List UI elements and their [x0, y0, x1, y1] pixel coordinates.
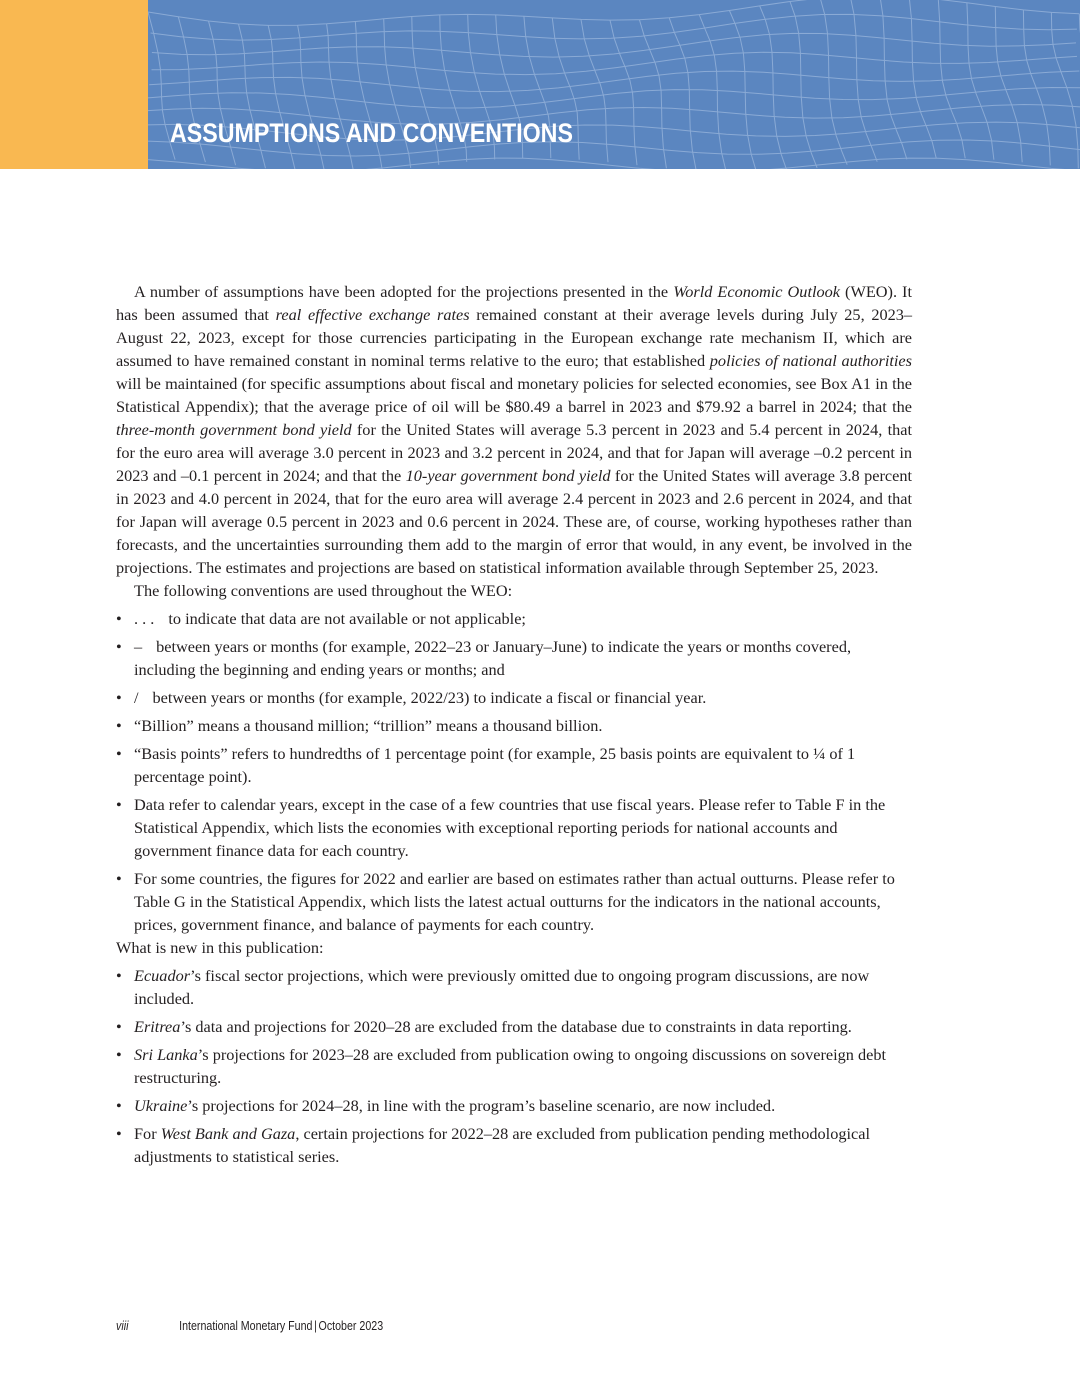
convention-text: For some countries, the figures for 2022 and earlier are based on estimates rather than actual outturns. Please refer to Table G in the Statistical Appendix, which lists the latest actual outturns for the indicators in the national accounts, prices, government finance, and balance of payments for each country.: [134, 869, 895, 934]
convention-item: [116, 714, 912, 737]
bullet-icon: •: [116, 637, 122, 656]
convention-item: [116, 867, 912, 936]
convention-item: [116, 686, 912, 709]
whats-new-item: [116, 1122, 912, 1168]
whats-new-heading: What is new in this publication:: [116, 938, 324, 957]
italic-term: three-month government bond yield: [116, 420, 352, 439]
convention-symbol: . . .: [134, 609, 155, 628]
italic-term: World Economic Outlook: [673, 282, 841, 301]
bullet-icon: •: [116, 716, 122, 735]
page-footer: [116, 1318, 383, 1333]
country-name: Eritrea: [134, 1017, 181, 1036]
text-run: (WEO). It has been assumed that: [116, 282, 912, 324]
convention-text: between years or months (for example, 2022–23 or January–June) to indicate the years or months covered, including the beginning and ending years or months; and: [134, 637, 852, 679]
footer-separator: |: [314, 1318, 317, 1333]
convention-text: to indicate that data are not available or not applicable;: [168, 609, 526, 628]
whats-new-item: [116, 1043, 912, 1089]
country-name: Ecuador: [134, 966, 191, 985]
main-content: [116, 280, 912, 1168]
publication-date: October 2023: [318, 1318, 384, 1333]
bullet-icon: •: [116, 795, 122, 814]
convention-symbol: –: [134, 637, 143, 656]
item-text: ’s fiscal sector projections, which were previously omitted due to ongoing program discussions, are now included.: [134, 966, 870, 1008]
bullet-icon: •: [116, 744, 122, 763]
country-name: West Bank and Gaza: [160, 1124, 296, 1143]
italic-term: policies of national authorities: [709, 351, 912, 370]
publisher-name: International Monetary Fund: [179, 1318, 313, 1333]
bullet-icon: •: [116, 1017, 122, 1036]
text-run: will be maintained (for specific assumptions about fiscal and monetary policies for selected economies, see Box A1 in the Statistical Appendix); that the average price of oil will be $80.49 a barrel in 2023 and $79.92 a barrel in 2024; that the: [116, 374, 912, 416]
convention-text: “Billion” means a thousand million; “trillion” means a thousand billion.: [134, 716, 603, 735]
bullet-icon: •: [116, 1124, 122, 1143]
bullet-icon: •: [116, 1096, 122, 1115]
convention-item: [116, 607, 912, 630]
item-text: ’s projections for 2023–28 are excluded from publication owing to ongoing discussions on sovereign debt restructuring.: [134, 1045, 886, 1087]
bullet-icon: •: [116, 609, 122, 628]
text-run: for the United States will average 5.3 percent in 2023 and 5.4 percent in 2024, that for the euro area will average 3.0 percent in 2023 and 3.2 percent in 2024, and that for Japan will average –0.2 percent in 2023 and –0.1 percent in 2024; and that the: [116, 420, 912, 485]
bullet-icon: •: [116, 869, 122, 888]
bullet-icon: •: [116, 688, 122, 707]
whats-new-item: [116, 1094, 912, 1117]
item-prefix: For: [134, 1124, 161, 1143]
italic-term: 10-year government bond yield: [405, 466, 611, 485]
convention-item: [116, 635, 912, 681]
whats-new-item: [116, 964, 912, 1010]
conventions-intro: The following conventions are used throughout the WEO:: [134, 581, 513, 600]
banner-orange-block: [0, 0, 148, 169]
convention-item: [116, 742, 912, 788]
convention-item: [116, 793, 912, 862]
item-text: ’s projections for 2024–28, in line with the program’s baseline scenario, are now included.: [187, 1096, 776, 1115]
text-run: for the United States will average 3.8 percent in 2023 and 4.0 percent in 2024, that for the euro area will average 2.4 percent in 2023 and 2.6 percent in 2024, and that for Japan will average 0.5 percent in 2023 and 0.6 percent in 2024. These are, of course, working hypotheses rather than forecasts, and the uncertainties surrounding them add to the margin of error that would, in any event, be involved in the projections. The estimates and projections are based on statistical information available through September 25, 2023.: [116, 466, 912, 577]
conventions-list: [116, 607, 912, 936]
convention-symbol: /: [134, 688, 139, 707]
item-text: ’s data and projections for 2020–28 are excluded from the database due to constraints in data reporting.: [180, 1017, 852, 1036]
bullet-icon: •: [116, 1045, 122, 1064]
whats-new-list: [116, 964, 912, 1168]
country-name: Sri Lanka: [134, 1045, 198, 1064]
text-run: remained constant at their average levels during July 25, 2023–August 22, 2023, except for those currencies participating in the European exchange rate mechanism II, which are assumed to have remained constant in nominal terms relative to the euro; that established: [116, 305, 913, 370]
convention-text: between years or months (for example, 2022/23) to indicate a fiscal or financial year.: [152, 688, 707, 707]
convention-text: Data refer to calendar years, except in the case of a few countries that use fiscal years. Please refer to Table F in the Statistical Appendix, which lists the economies with exceptional reporting periods for national accounts and government finance data for each country.: [134, 795, 886, 860]
page-number: viii: [116, 1318, 129, 1333]
bullet-icon: •: [116, 966, 122, 985]
intro-paragraph: [116, 280, 912, 579]
header-banner: [0, 0, 1080, 169]
item-text: , certain projections for 2022–28 are excluded from publication pending methodological adjustments to statistical series.: [134, 1124, 870, 1166]
whats-new-item: [116, 1015, 912, 1038]
text-run: A number of assumptions have been adopted for the projections presented in the: [134, 282, 674, 301]
italic-term: real effective exchange rates: [275, 305, 470, 324]
convention-text: “Basis points” refers to hundredths of 1 percentage point (for example, 25 basis points are equivalent to ¼ of 1 percentage point).: [134, 744, 856, 786]
country-name: Ukraine: [134, 1096, 188, 1115]
page-title: ASSUMPTIONS AND CONVENTIONS: [170, 118, 573, 148]
